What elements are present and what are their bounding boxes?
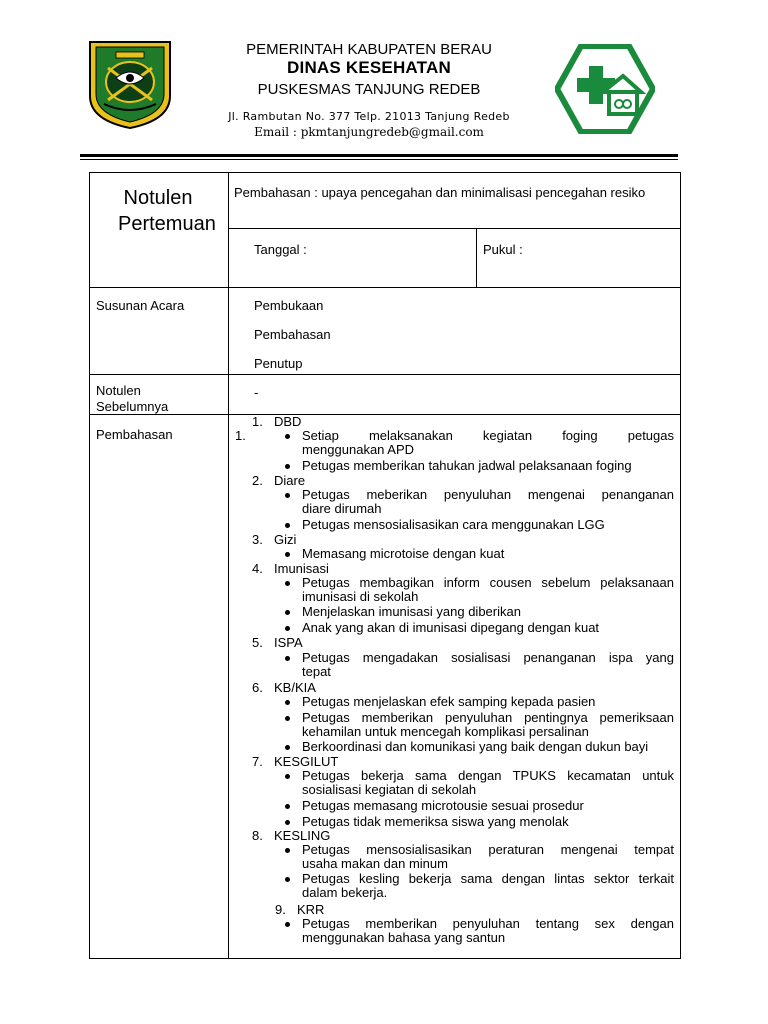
government-name: PEMERINTAH KABUPATEN BERAU: [246, 41, 492, 58]
discussion-item-text: menggunakan APD: [302, 442, 415, 457]
agenda-item: Pembahasan: [254, 327, 331, 342]
table-rule: [228, 228, 681, 229]
discussion-item-text: sosialisasi kegiatan di sekolah: [302, 782, 477, 797]
section-number: 9.: [275, 902, 286, 917]
bullet-icon: [285, 434, 290, 439]
section-number: 4.: [252, 561, 263, 576]
health-center-name: PUSKESMAS TANJUNG REDEB: [257, 81, 481, 98]
table-rule: [89, 374, 681, 375]
discussion-item-text: Petugas tidak memeriksa siswa yang menolak: [302, 814, 569, 829]
form-title-line2: Pertemuan: [118, 213, 216, 235]
discussion-item-text: Menjelaskan imunisasi yang diberikan: [302, 604, 521, 619]
bullet-icon: [285, 820, 290, 825]
section-title: Gizi: [274, 532, 297, 547]
section-title: Imunisasi: [274, 561, 329, 576]
discussion-item-text: diare dirumah: [302, 501, 382, 516]
discussion-item-text: imunisasi di sekolah: [302, 589, 419, 604]
bullet-icon: [285, 610, 290, 615]
email-text: Email : pkmtanjungredeb@gmail.com: [254, 125, 484, 139]
discussion-item-text: Petugas mengadakan sosialisasi penanganan ispa yang: [302, 650, 674, 665]
puskesmas-logo: [555, 44, 655, 134]
previous-minutes-label-line2: Sebelumnya: [96, 399, 169, 414]
section-number: 6.: [252, 680, 263, 695]
table-rule: [89, 414, 681, 415]
discussion-item-text: Anak yang akan di imunisasi dipegang dengan kuat: [302, 620, 600, 635]
discussion-item-text: usaha makan dan minum: [302, 856, 448, 871]
section-title: KRR: [297, 902, 325, 917]
bullet-icon: [285, 848, 290, 853]
bullet-icon: [285, 804, 290, 809]
bullet-icon: [285, 700, 290, 705]
bullet-icon: [285, 656, 290, 661]
discussion-item-text: tepat: [302, 664, 331, 679]
section-number: 2.: [252, 473, 263, 488]
bullet-icon: [285, 493, 290, 498]
bullet-icon: [285, 922, 290, 927]
agenda-label: Susunan Acara: [96, 298, 185, 313]
table-rule: [89, 287, 681, 288]
header-divider-thick: [80, 154, 678, 157]
agenda-item: Penutup: [254, 356, 303, 371]
section-title: Diare: [274, 473, 306, 488]
discussion-item-text: dalam bekerja.: [302, 885, 388, 900]
bullet-icon: [285, 523, 290, 528]
discussion-item-text: Petugas mensosialisasikan peraturan mengenai tempat: [302, 842, 674, 857]
section-number: 1.: [252, 414, 263, 429]
discussion-item-text: Petugas menjelaskan efek samping kepada pasien: [302, 694, 596, 709]
section-title: KB/KIA: [274, 680, 316, 695]
discussion-item-text: Petugas memberikan penyuluhan tentang sex dengan: [302, 916, 674, 931]
bullet-icon: [285, 626, 290, 631]
section-title: DBD: [274, 414, 302, 429]
address-text: Jl. Rambutan No. 377 Telp. 21013 Tanjung Redeb: [228, 110, 510, 123]
department-name: DINAS KESEHATAN: [287, 58, 451, 77]
discussion-item-text: Petugas membagikan inform cousen sebelum pelaksanaan: [302, 575, 674, 590]
header-divider-thin: [80, 159, 678, 160]
section-number: 7.: [252, 754, 263, 769]
form-title-line1: Notulen: [123, 187, 193, 209]
section-title: KESLING: [274, 828, 331, 843]
minutes-table: [89, 172, 681, 959]
bullet-icon: [285, 464, 290, 469]
date-label: Tanggal :: [254, 242, 307, 257]
section-number: 5.: [252, 635, 263, 650]
regency-emblem-logo: [86, 38, 174, 130]
section-number: 8.: [252, 828, 263, 843]
bullet-icon: [285, 716, 290, 721]
bullet-icon: [285, 552, 290, 557]
discussion-item-text: Setiap melaksanakan kegiatan foging petugas: [302, 428, 674, 443]
discussion-item-text: Petugas bekerja sama dengan TPUKS kecamatan untuk: [302, 768, 674, 783]
discussion-item-text: Petugas mensosialisasikan cara menggunakan LGG: [302, 517, 605, 532]
discussion-item-text: Berkoordinasi dan komunikasi yang baik dengan dukun bayi: [302, 739, 649, 754]
section-title: ISPA: [274, 635, 303, 650]
discussion-label: Pembahasan: [96, 427, 173, 442]
discussion-item-text: Memasang microtoise dengan kuat: [302, 546, 505, 561]
time-label: Pukul :: [483, 242, 523, 257]
bullet-icon: [285, 877, 290, 882]
bullet-icon: [285, 774, 290, 779]
discussion-topic: Pembahasan : upaya pencegahan dan minimalisasi pencegahan resiko: [234, 185, 646, 200]
previous-minutes-value: -: [254, 385, 259, 400]
section-title: KESGILUT: [274, 754, 339, 769]
bullet-icon: [285, 581, 290, 586]
discussion-item-text: Petugas memasang microtousie sesuai prosedur: [302, 798, 584, 813]
discussion-item-text: Petugas memberikan penyuluhan pentingnya pemeriksaan: [302, 710, 674, 725]
discussion-item-text: Petugas meberikan penyuluhan mengenai penanganan: [302, 487, 674, 502]
discussion-item-text: menggunakan bahasa yang santun: [302, 930, 506, 945]
form-title: [118, 185, 216, 237]
agenda-item: Pembukaan: [254, 298, 324, 313]
date-time-divider: [476, 228, 477, 287]
stray-list-number: 1.: [235, 428, 246, 443]
discussion-item-text: Petugas kesling bekerja sama dengan lintas sektor terkait: [302, 871, 674, 886]
discussion-item-text: kehamilan untuk mencegah komplikasi persalinan: [302, 724, 589, 739]
previous-minutes-label-line1: Notulen: [96, 383, 141, 398]
discussion-item-text: Petugas memberikan tahukan jadwal pelaksanaan foging: [302, 458, 632, 473]
bullet-icon: [285, 745, 290, 750]
section-number: 3.: [252, 532, 263, 547]
table-column-divider: [228, 172, 229, 959]
